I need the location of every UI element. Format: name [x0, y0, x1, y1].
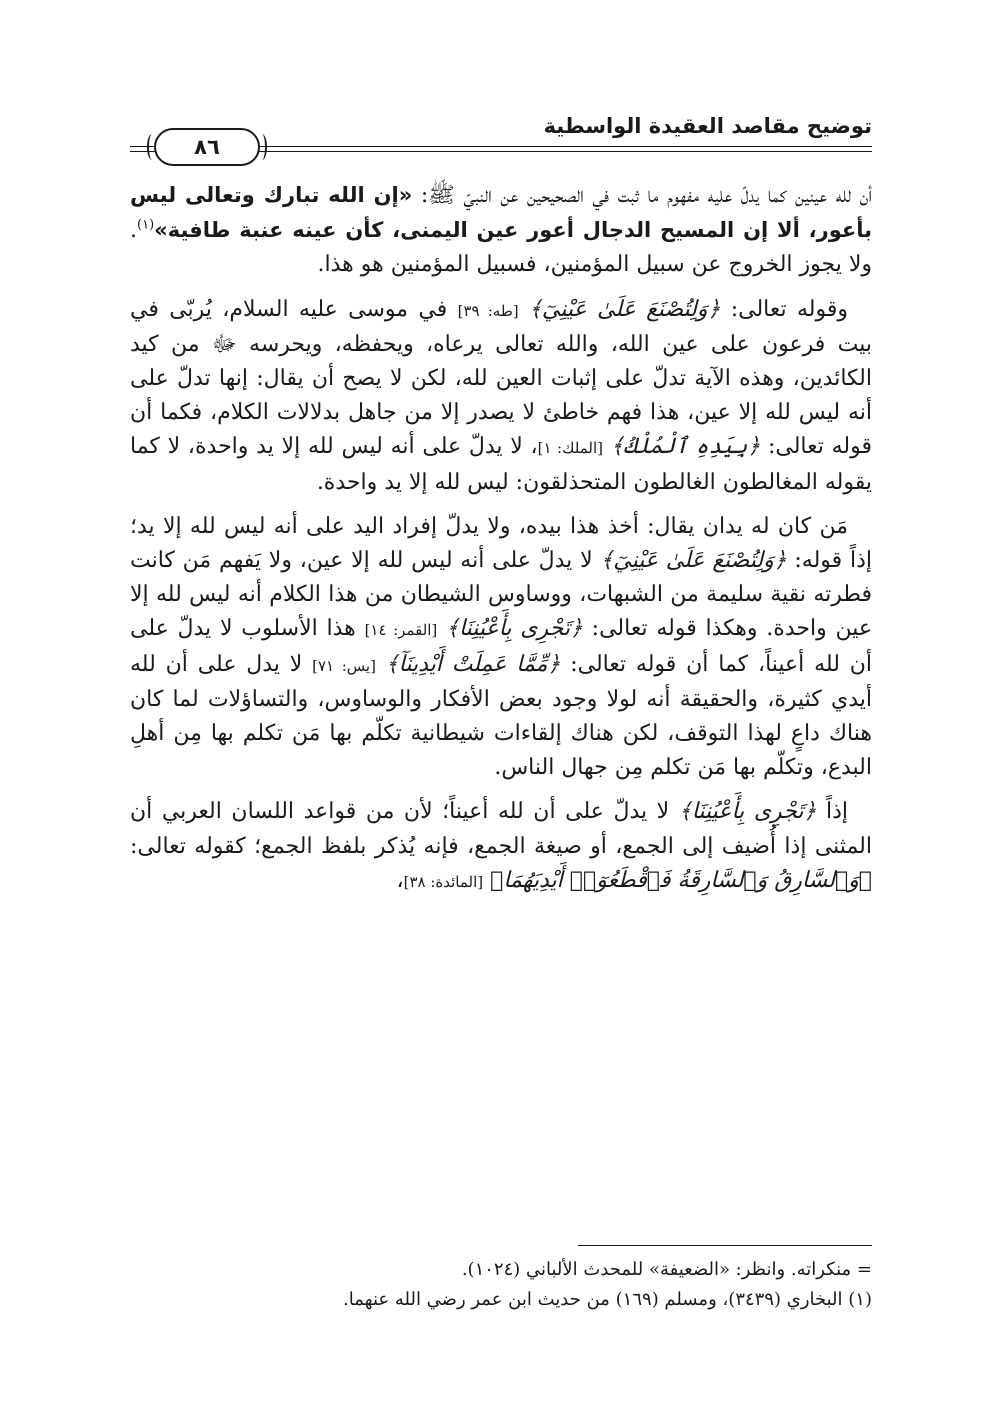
paragraph-3	[130, 510, 872, 786]
text-run: لا يدلّ على أن لله أعيناً؛ لأن من قواعد اللسان العربي أن المثنى إذا أُضيف إلى الجمع، أو صيغة الجمع، فإنه يُذكر بلفظ الجمع؛ كقوله تعالى:	[130, 799, 872, 859]
text-run: لا يدل على أن لله أيدي كثيرة، والحقيقة أنه لولا وجود بعض الأفكار والوساوس، والتساؤلات لما كان هناك داعٍ لهذا التوقف، لكن هناك إلقاءات شيطانية تكلّم بها مَن تكلم بها مِن أهلِ البدع، وتكلّم بها مَن تكلم مِن جهال الناس.	[130, 651, 872, 781]
quran-verse: ﴿وَلِتُصْنَعَ عَلَىٰ عَيْنِيٓ﴾	[529, 296, 721, 322]
running-header	[130, 106, 872, 166]
verse-reference: [القمر: ١٤]	[364, 621, 438, 640]
text-run: لا يدلّ على أنه ليس لله إلا عين، ولا يَفهم مَن كانت فطرته نقية سليمة من الشبهات، ووساوس الشيطان من هذا الكلام أنه ليس لله إلا عين واحدة. وهكذا قوله تعالى:	[130, 548, 872, 642]
page-number: ٨٦	[154, 128, 260, 166]
paragraph-1	[130, 178, 872, 283]
text-run: وقوله تعالى:	[720, 296, 848, 322]
text-run: هذا الأسلوب لا يدلّ على أن لله أعيناً، كما أن قوله تعالى:	[130, 616, 872, 677]
main-text	[130, 178, 872, 909]
quran-verse: ﴿وَٱلسَّارِقُ وَٱلسَّارِقَةُ فَٱقْطَعُوٓا۟ أَيْدِيَهُمَا﴾	[490, 867, 872, 893]
hadith-quote: «إن الله تبارك وتعالى ليس بأعور، ألا إن المسيح الدجال أعور عين اليمنى، كأن عينه عنبة طافية»	[130, 183, 872, 243]
footnote-continuation: = منكراته. وانظر: «الضعيفة» للمحدث الألباني (١٠٢٤).	[461, 1259, 872, 1280]
verse-reference: [الملك: ١]	[537, 439, 603, 458]
footnote-separator	[578, 1245, 872, 1246]
quran-verse: ﴿وَلِتُصْنَعَ عَلَىٰ عَيْنِيٓ﴾	[600, 548, 787, 574]
text-run: مَن كان له يدان يقال: أخذ هذا بيده، ولا يدلّ إفراد اليد على أنه ليس لله إلا يد؛ إذاً قوله:	[130, 513, 872, 574]
verse-reference: [المائدة: ٣٨]	[403, 872, 484, 891]
text-run: أن لله عينين كما يدلّ عليه مفهوم ما ثبت في الصحيحين عن النبيّ ﷺ:	[412, 183, 872, 208]
footnote-1: (١) البخاري (٣٤٣٩)، ومسلم (١٦٩) من حديث ابن عمر رضي الله عنهما.	[343, 1289, 872, 1310]
text-run: ، لا يدلّ على أنه ليس لله إلا يد واحدة، لا كما يقوله المغالطون الغالطون المتحذلقون: ليس لله إلا يد واحدة.	[130, 434, 872, 495]
paragraph-2	[130, 293, 872, 500]
text-run: . ولا يجوز الخروج عن سبيل المؤمنين، فسبيل المؤمنين هو هذا.	[130, 218, 872, 278]
quran-verse: ﴿مِّمَّا عَمِلَتْ أَيْدِينَآ﴾	[385, 651, 561, 677]
text-run: ،	[396, 867, 404, 893]
text-run: إذاً	[816, 799, 849, 825]
verse-reference: [يس: ٧١]	[312, 656, 376, 675]
footnotes	[130, 1255, 872, 1315]
quran-verse: ﴿بِيَدِهِ ٱلْمُلْكُ﴾	[610, 434, 761, 460]
footnote-marker: (١)	[137, 217, 155, 233]
text-run: في موسى عليه السلام، يُربّى في بيت فرعون على عين الله، والله تعالى يرعاه، ويحفظه، ويحرسه ﷻ من كيد الكائدين، وهذه الآية تدلّ على إثبات العين لله، لكن لا يصح أن يقال: إنها تدلّ على أنه ليس لله إلا عين، هذا فهم خاطئ لا يصدر إلا من جاهل بدلالات الكلام، فكما أن قوله تعالى:	[130, 296, 872, 460]
paragraph-4	[130, 795, 872, 899]
quran-verse: ﴿تَجْرِى بِأَعْيُنِنَا﴾	[678, 799, 817, 825]
quran-verse: ﴿تَجْرِى بِأَعْيُنِنَا﴾	[446, 616, 583, 642]
verse-reference: [طه: ٣٩]	[457, 301, 519, 320]
book-title: توضيح مقاصد العقيدة الواسطية	[543, 114, 872, 138]
